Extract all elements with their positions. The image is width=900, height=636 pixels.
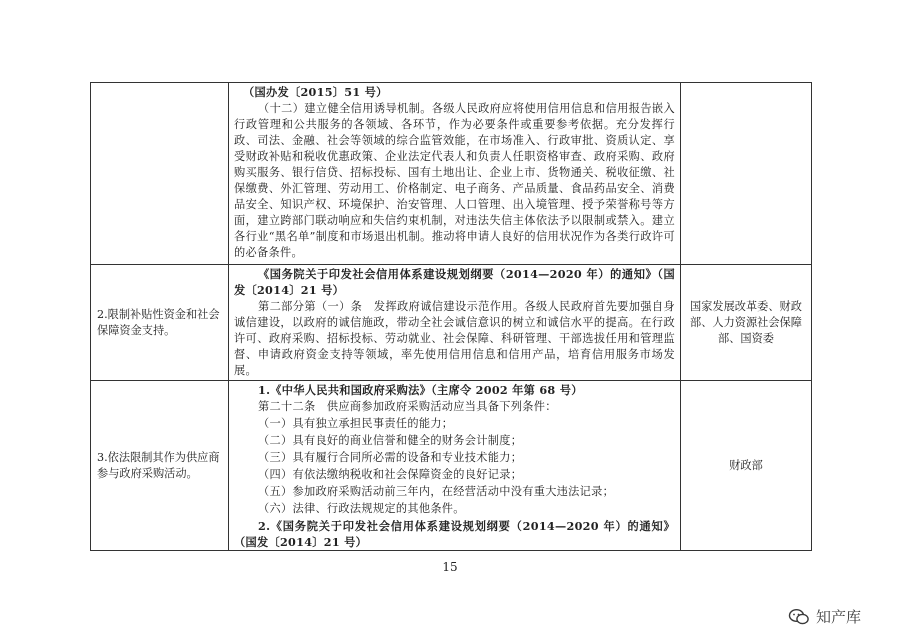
measure-cell [91,83,229,265]
measure-text: 2.限制补贴性资金和社会保障资金支持。 [97,307,220,337]
watermark [788,606,861,627]
second-law-title: 2.《国务院关于印发社会信用体系建设规划纲要（2014—2020 年）的通知》（国发〔2014〕21 号） [234,519,675,549]
condition-item: （五）参加政府采购活动前三年内，在经营活动中没有重大违法记录； [258,485,615,498]
basis-body: （十二）建立健全信用诱导机制。各级人民政府应将使用信用信息和信用报告嵌入行政管理和公共服务的各领域、各环节，作为必要条件或重要参考依据。充分发挥行政、司法、金融、社会等领域的综合监管效能，在市场准入、行政审批、资质认定、享受财政补贴和税收优惠政策、企业法定代表人和负责人任职资格审查、政府采购、政府购买服务、银行信贷、招标投标、国有土地出让、企业上市、货物通关、税收征缴、社保缴费、外汇管理、劳动用工、价格制定、电子商务、产品质量、食品药品安全、消费品安全、知识产权、环境保护、治安管理、人口管理、出入境管理、授予荣誉称号等方面，建立跨部门联动响应和失信约束机制，对违法失信主体依法予以限制或禁入。建立各行业“黑名单”制度和市场退出机制。推动将申请人良好的信用状况作为各类行政许可的必备条件。 [234,102,675,259]
condition-item: （三）具有履行合同所必需的设备和专业技术能力； [258,451,523,464]
agency-text: 国家发展改革委、财政部、人力资源社会保障部、国资委 [690,299,802,345]
basis-heading: （国办发〔2015〕51 号） [243,85,388,99]
measures-table [90,82,812,551]
agency-cell [681,381,812,551]
table-row [91,381,812,551]
wechat-icon [788,608,810,626]
basis-cell [229,381,681,551]
condition-item: （一）具有独立承担民事责任的能力； [258,417,454,430]
measure-text: 3.依法限制其作为供应商参与政府采购活动。 [97,450,220,480]
agency-cell [681,83,812,265]
table-row [91,83,812,265]
law-title: 1.《中华人民共和国政府采购法》（主席令 2002 年第 68 号） [258,383,583,397]
condition-item: （四）有依法缴纳税收和社会保障资金的良好记录； [258,468,523,481]
condition-item: （二）具有良好的商业信誉和健全的财务会计制度； [258,434,523,447]
condition-item: （六）法律、行政法规规定的其他条件。 [258,502,465,515]
basis-cell [229,265,681,381]
article-text: 第二十二条 供应商参加政府采购活动应当具备下列条件： [258,400,557,413]
page-number: 15 [442,560,458,574]
basis-heading: 《国务院关于印发社会信用体系建设规划纲要（2014—2020 年）的通知》（国发〔2014〕21 号） [234,267,675,297]
measure-cell [91,381,229,551]
basis-cell [229,83,681,265]
agency-text: 财政部 [729,458,763,472]
basis-body: 第二部分第（一）条 发挥政府诚信建设示范作用。各级人民政府首先要加强自身诚信建设，以政府的诚信施政，带动全社会诚信意识的树立和诚信水平的提高。在行政许可、政府采购、招标投标、劳动就业、社会保障、科研管理、干部选拔任用和管理监督、申请政府资金支持等领域，率先使用信用信息和信用产品，培育信用服务市场发展。 [234,300,675,377]
agency-cell [681,265,812,381]
measure-cell [91,265,229,381]
watermark-text: 知产库 [816,608,862,626]
table-row [91,265,812,381]
